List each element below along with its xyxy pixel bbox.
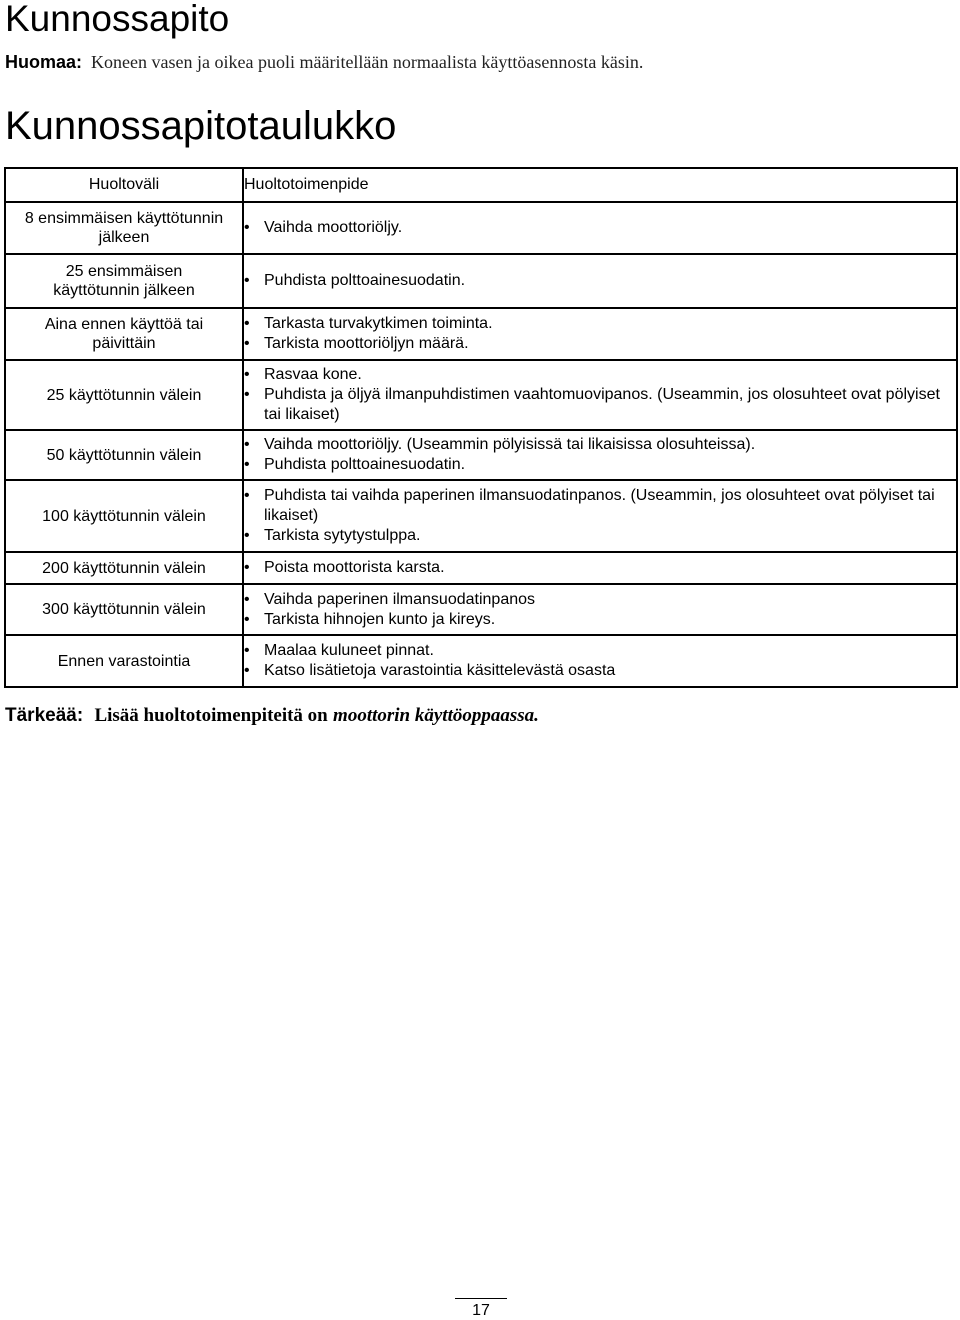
action-cell (243, 584, 957, 635)
action-text: Tarkista sytytystulppa. (264, 527, 421, 544)
bullet-icon: • (244, 335, 250, 352)
list-item (244, 365, 956, 385)
important-text: Lisää huoltotoimenpiteitä on (94, 705, 328, 726)
bullet-icon: • (244, 315, 250, 332)
bullet-icon: • (244, 366, 250, 383)
interval-cell (5, 360, 243, 430)
interval-text: 25 ensimmäisen (65, 263, 183, 280)
action-cell (243, 202, 957, 254)
bullet-icon: • (244, 642, 250, 659)
action-text: Puhdista tai vaihda paperinen ilmansuodatinpanos. (Useammin, jos olosuhteet ovat pölyiset tai likaiset) (264, 487, 935, 524)
header-action: Huoltotoimenpide (243, 168, 957, 202)
list-item (244, 641, 956, 661)
action-cell (243, 360, 957, 430)
bullet-icon: • (244, 662, 250, 679)
page-number: 17 (472, 1302, 490, 1319)
bullet-icon: • (244, 272, 250, 289)
action-list (244, 218, 956, 238)
bullet-icon: • (244, 559, 250, 576)
important-label: Tärkeää: (5, 705, 84, 726)
table-row (5, 552, 957, 584)
table-row (5, 308, 957, 360)
list-item (244, 385, 956, 425)
interval-cell (5, 202, 243, 254)
interval-text: Ennen varastointia (57, 652, 191, 670)
note (5, 52, 643, 73)
table-row (5, 480, 957, 552)
action-list (244, 641, 956, 681)
bullet-icon: • (244, 456, 250, 473)
action-text: Puhdista polttoainesuodatin. (264, 456, 466, 473)
action-list (244, 590, 956, 630)
action-text: Puhdista ja öljyä ilmanpuhdistimen vaahtomuovipanos. (Useammin, jos olosuhteet ovat pölyiset tai likaiset) (264, 386, 940, 423)
table-row (5, 202, 957, 254)
action-text: Katso lisätietoja varastointia käsittelevästä osasta (264, 662, 616, 679)
interval-cell (5, 552, 243, 584)
table-row (5, 254, 957, 308)
interval-cell (5, 480, 243, 552)
interval-cell (5, 254, 243, 308)
action-cell (243, 308, 957, 360)
action-text: Poista moottorista karsta. (264, 559, 445, 576)
list-item (244, 435, 956, 455)
bullet-icon: • (244, 436, 250, 453)
interval-text: 100 käyttötunnin välein (42, 507, 206, 525)
list-item (244, 314, 956, 334)
action-list (244, 435, 956, 475)
list-item (244, 455, 956, 475)
interval-text: 200 käyttötunnin välein (42, 559, 206, 577)
important-text-italic: moottorin käyttöoppaassa. (333, 705, 539, 726)
interval-text: jälkeen (98, 229, 150, 246)
action-text: Rasvaa kone. (264, 366, 362, 383)
list-item (244, 526, 956, 546)
action-text: Tarkista moottoriöljyn määrä. (264, 335, 469, 352)
interval-cell (5, 635, 243, 687)
action-text: Vaihda moottoriöljy. (Useammin pölyisissä tai likaisissa olosuhteissa). (264, 436, 756, 453)
action-text: Maalaa kuluneet pinnat. (264, 642, 434, 659)
bullet-icon: • (244, 590, 250, 608)
table-row (5, 360, 957, 430)
action-text: Vaihda paperinen ilmansuodatinpanos (264, 590, 536, 608)
action-cell (243, 552, 957, 584)
bullet-icon: • (244, 386, 250, 403)
action-cell (243, 254, 957, 308)
note-text: Koneen vasen ja oikea puoli määritellään normaalista käyttöasennosta käsin. (91, 52, 644, 72)
action-cell (243, 635, 957, 687)
list-item (244, 218, 956, 238)
interval-text: 25 käyttötunnin välein (46, 386, 202, 404)
interval-text: käyttötunnin jälkeen (53, 282, 195, 299)
table-header-row (5, 168, 957, 202)
interval-cell (5, 584, 243, 635)
action-text: Tarkista hihnojen kunto ja kireys. (264, 610, 496, 628)
list-item (244, 661, 956, 681)
action-text: Vaihda moottoriöljy. (264, 219, 403, 236)
important-note (5, 705, 539, 727)
list-item (244, 558, 956, 578)
bullet-icon: • (244, 527, 250, 544)
table-row (5, 584, 957, 635)
action-list (244, 486, 956, 546)
action-text: Puhdista polttoainesuodatin. (264, 272, 466, 289)
action-list (244, 271, 956, 291)
interval-cell (5, 308, 243, 360)
interval-text: 8 ensimmäisen käyttötunnin (24, 210, 224, 227)
list-item (244, 271, 956, 291)
list-item (244, 610, 956, 630)
interval-text: Aina ennen käyttöä tai (44, 316, 204, 333)
table-row (5, 430, 957, 480)
action-list (244, 365, 956, 425)
action-list (244, 558, 956, 578)
bullet-icon: • (244, 219, 250, 236)
interval-text: 300 käyttötunnin välein (42, 601, 206, 618)
action-cell (243, 480, 957, 552)
list-item (244, 486, 956, 526)
interval-text: 50 käyttötunnin välein (46, 446, 202, 464)
page-number-rule (455, 1298, 507, 1299)
list-item (244, 590, 956, 610)
list-item (244, 334, 956, 354)
bullet-icon: • (244, 487, 250, 504)
bullet-icon: • (244, 610, 250, 628)
action-list (244, 314, 956, 354)
action-cell (243, 430, 957, 480)
action-text: Tarkasta turvakytkimen toiminta. (264, 315, 493, 332)
interval-cell (5, 430, 243, 480)
interval-text: päivittäin (92, 335, 156, 352)
maintenance-table (4, 167, 958, 688)
header-interval: Huoltoväli (5, 168, 243, 202)
page-title: Kunnossapito (5, 0, 230, 39)
note-label: Huomaa: (5, 52, 83, 72)
table-row (5, 635, 957, 687)
section-title: Kunnossapitotaulukko (5, 104, 397, 148)
